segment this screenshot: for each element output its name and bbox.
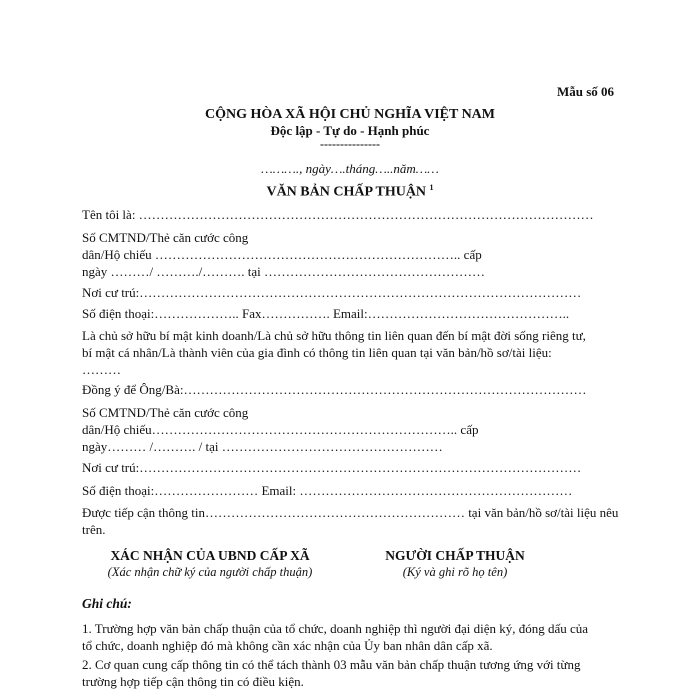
field-id-1-line-2: dân/Hộ chiếu …………………………………………………………….. cấp xyxy=(82,247,482,262)
field-residence-1: Nơi cư trú:………………………………………………………………………………………… xyxy=(82,285,582,300)
date-line: ………., ngày….tháng…..năm…… xyxy=(261,161,439,176)
signature-consenter xyxy=(305,548,605,580)
note-1-line-2: tổ chức, doanh nghiệp đó mà không cần xác nhận của Ủy ban nhân dân cấp xã. xyxy=(82,638,493,653)
signature-right-subtitle: (Ký và ghi rõ họ tên) xyxy=(402,565,508,579)
national-motto: Độc lập - Tự do - Hạnh phúc xyxy=(270,123,430,138)
field-id-1-line-1: Số CMTND/Thẻ căn cước công xyxy=(82,230,249,245)
form-number: Mẫu số 06 xyxy=(557,84,615,99)
signature-left-heading: XÁC NHẬN CỦA UBND CẤP XÃ xyxy=(110,548,310,563)
note-2 xyxy=(82,656,622,690)
field-phone-1: Số điện thoại:……………….. Fax……………. Email:……………………………………….. xyxy=(82,306,570,321)
notes-title: Ghi chú: xyxy=(82,596,132,611)
field-access-line-1: Được tiếp cận thông tin…………………………………………………… tại văn bản/hồ sơ/tài liệu nêu xyxy=(82,505,619,520)
signature-right-heading: NGƯỜI CHẤP THUẬN xyxy=(385,548,525,563)
field-access-line-2: trên. xyxy=(82,522,106,537)
field-id-2-line-1: Số CMTND/Thẻ căn cước công xyxy=(82,405,249,420)
field-statement-line-1: Là chủ sở hữu bí mật kinh doanh/Là chủ sở hữu thông tin liên quan đến bí mật đời sống riêng tư, xyxy=(82,328,586,343)
field-residence-2: Nơi cư trú:………………………………………………………………………………………… xyxy=(82,460,582,475)
field-id-2-line-2: dân/Hộ chiếu…………………………………………………………….. cấp xyxy=(82,422,479,437)
note-2-line-1: 2. Cơ quan cung cấp thông tin có thể tách thành 03 mẫu văn bản chấp thuận tương ứng với từng xyxy=(82,657,581,672)
title-footnote-marker: 1 xyxy=(429,183,434,192)
field-statement xyxy=(82,327,622,378)
field-id-1-line-3: ngày ………/ ………./………. tại …………………………………………… xyxy=(82,264,485,279)
document-title-text: VĂN BẢN CHẤP THUẬN xyxy=(266,184,427,200)
field-statement-line-2: bí mật cá nhân/Là thành viên của gia đình có thông tin liên quan tại văn bản/hồ sơ/tài liệu: xyxy=(82,345,552,360)
field-name: Tên tôi là: …………………………………………………………………………………………… xyxy=(82,207,594,222)
field-consent: Đồng ý để Ông/Bà:………………………………………………………………………………… xyxy=(82,382,587,397)
note-1 xyxy=(82,620,622,654)
note-1-line-1: 1. Trường hợp văn bản chấp thuận của tổ chức, doanh nghiệp thì người đại diện ký, đóng dấu của xyxy=(82,621,589,636)
note-2-line-2: trường hợp tiếp cận thông tin có điều kiện. xyxy=(82,674,304,689)
signature-left-subtitle: (Xác nhận chữ ký của người chấp thuận) xyxy=(107,565,313,579)
document-title xyxy=(0,183,700,201)
field-id-2 xyxy=(82,404,622,455)
field-id-2-line-3: ngày……… /………. / tại …………………………………………… xyxy=(82,439,443,454)
field-access xyxy=(82,504,622,538)
national-title: CỘNG HÒA XÃ HỘI CHỦ NGHĨA VIỆT NAM xyxy=(204,107,495,122)
field-statement-line-3: ……… xyxy=(82,362,121,377)
field-id-1 xyxy=(82,229,622,280)
field-phone-2: Số điện thoại:…………………… Email: ……………………………………………………… xyxy=(82,483,573,498)
header-divider: --------------- xyxy=(320,137,380,151)
